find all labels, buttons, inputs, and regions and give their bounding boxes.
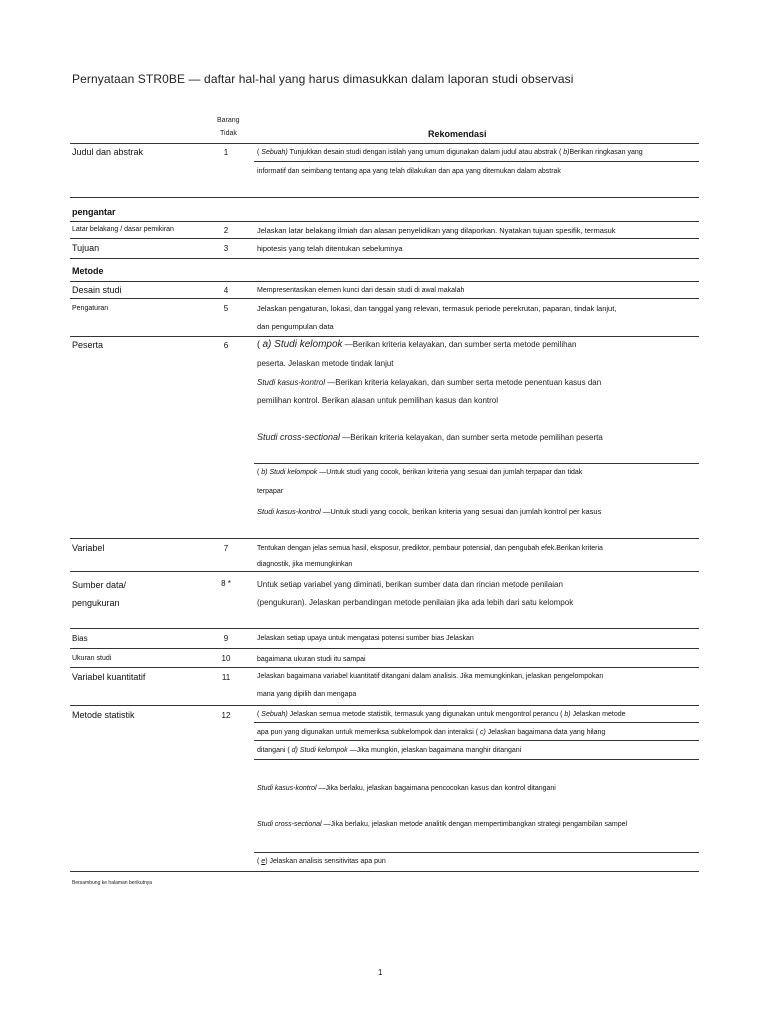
num-5: 5 (223, 304, 229, 313)
pengantar-rule (70, 197, 699, 198)
rec-12-line-6: ( e) Jelaskan analisis sensitivitas apa pun (257, 858, 386, 865)
row-12-subrule-4 (254, 852, 699, 853)
rec-7-line-1: Tentukan dengan jelas semua hasil, eksposur, prediktor, pembaur potensial, dan pengubah efek.Berikan kriteria (257, 545, 603, 552)
label-metode-statistik: Metode statistik (72, 710, 135, 720)
rec-8-line-2: (pengukuran). Jelaskan perbandingan metode penilaian jika ada lebih dari satu kelompok (257, 598, 574, 607)
rec-8-line-1: Untuk setiap variabel yang diminati, berikan sumber data dan rincian metode penilaian (257, 580, 563, 589)
row-1-subrule (254, 161, 699, 162)
num-2: 2 (223, 226, 229, 235)
num-11: 11 (221, 673, 231, 682)
rec-1-line-2: informatif dan seimbang tentang apa yang telah dilakukan dan apa yang ditemukan dalam abstrak (257, 168, 561, 175)
rec-11-line-2: mana yang dipilih dan mengapa (257, 691, 357, 698)
rec-2-line-1: Jelaskan latar belakang ilmiah dan alasan penyelidikan yang dilaporkan. Nyatakan tujuan spesifik, termasuk (257, 226, 616, 235)
header-barang: Barang (217, 117, 240, 124)
rec-12-line-5: Studi cross-sectional —Jika berlaku, jelaskan metode analitik dengan mempertimbangkan strategi pengambilan sampel (257, 821, 628, 828)
row-3-rule (70, 258, 699, 259)
rec-12-line-4: Studi kasus-kontrol —Jika berlaku, jelaskan bagaimana pencocokan kasus dan kontrol ditangani (257, 785, 556, 792)
rec-6b-line-1: ( b) Studi kelompok —Untuk studi yang cocok, berikan kriteria yang sesuai dan jumlah terpapar dan tidak (257, 469, 583, 476)
rec-12-line-1: ( Sebuah) Jelaskan semua metode statistik, termasuk yang digunakan untuk mengontrol perancu ( b) Jelaskan metode (257, 711, 626, 718)
row-5-rule (70, 336, 699, 337)
rec-5-line-1: Jelaskan pengaturan, lokasi, dan tanggal yang relevan, termasuk periode perekrutan, paparan, tindak lanjut, (257, 304, 617, 313)
num-8: 8 * (221, 579, 231, 588)
rec-7-line-2: diagnostik, jika memungkinkan (257, 561, 353, 568)
section-pengantar: pengantar (72, 207, 116, 217)
label-sumber-data: Sumber data/ (72, 580, 127, 590)
label-variabel: Variabel (72, 543, 105, 553)
rec-4-line-1: Mempresentasikan elemen kunci dari desain studi di awal makalah (257, 287, 465, 294)
label-pengaturan: Pengaturan (72, 305, 109, 312)
row-11-rule (70, 705, 699, 706)
num-3: 3 (223, 244, 229, 253)
rec-6a-line-1: ( a) Studi kelompok —Berikan kriteria kelayakan, dan sumber serta metode pemilihan (257, 339, 577, 350)
row-6-subrule (254, 463, 699, 464)
rec-6a-line-2: peserta. Jelaskan metode tindak lanjut (257, 359, 394, 368)
num-4: 4 (223, 286, 229, 295)
row-8-rule (70, 628, 699, 629)
rec-3-line-1: hipotesis yang telah ditentukan sebelumnya (257, 244, 403, 253)
num-12: 12 (221, 711, 231, 720)
header-rekomendasi: Rekomendasi (428, 129, 487, 139)
label-ukuran-studi: Ukuran studi (72, 655, 112, 662)
continued-note: Bersambung ke halaman berikutnya (72, 880, 153, 886)
row-10-rule (70, 667, 699, 668)
pengantar-bottom-rule (70, 221, 699, 222)
header-tidak: Tidak (220, 130, 237, 137)
label-judul-abstrak: Judul dan abstrak (72, 147, 144, 157)
label-latar-belakang: Latar belakang / dasar pemikiran (72, 226, 174, 233)
rec-12-line-2: apa pun yang digunakan untuk memeriksa subkelompok dan interaksi ( c) Jelaskan bagaimana data yang hilang (257, 729, 606, 736)
row-9-rule (70, 648, 699, 649)
row-12-subrule-1 (254, 722, 699, 723)
document-title: Pernyataan STR0BE — daftar hal-hal yang harus dimasukkan dalam laporan studi observasi (72, 72, 574, 86)
num-1: 1 (223, 148, 229, 157)
row-12-subrule-3 (254, 759, 699, 760)
row-12-subrule-2 (254, 740, 699, 741)
rec-6a-line-3: Studi kasus-kontrol —Berikan kriteria kelayakan, dan sumber serta metode penentuan kasus dan (257, 378, 602, 387)
section-metode: Metode (72, 266, 104, 276)
rec-9-line-1: Jelaskan setiap upaya untuk mengatasi potensi sumber bias Jelaskan (257, 635, 474, 642)
num-9: 9 (223, 634, 229, 643)
metode-rule (70, 281, 699, 282)
rec-12-line-3: ditangani ( d) Studi kelompok —Jika mungkin, jelaskan bagaimana manghir ditangani (257, 747, 522, 754)
label-variabel-kuantitatif: Variabel kuantitatif (72, 672, 146, 682)
rec-6a-line-4: pemilihan kontrol. Berikan alasan untuk pemilihan kasus dan kontrol (257, 396, 499, 405)
rec-6b-line-3: Studi kasus-kontrol —Untuk studi yang cocok, berikan kriteria yang sesuai dan jumlah kontrol per kasus (257, 507, 602, 516)
rec-10-line-1: bagaimana ukuran studi itu sampai (257, 656, 366, 663)
rec-5-line-2: dan pengumpulan data (257, 322, 334, 331)
row-6-rule (70, 538, 699, 539)
num-6: 6 (223, 341, 229, 350)
label-pengukuran: pengukuran (72, 598, 120, 608)
row-4-rule (70, 298, 699, 299)
rec-11-line-1: Jelaskan bagaimana variabel kuantitatif ditangani dalam analisis. Jika memungkinkan, jelaskan pengelompokan (257, 673, 604, 680)
page-number: 1 (378, 968, 383, 977)
num-7: 7 (223, 544, 229, 553)
row-2-rule (70, 238, 699, 239)
rec-6a-line-5: Studi cross-sectional —Berikan kriteria kelayakan, dan sumber serta metode pemilihan peserta (257, 432, 603, 442)
rec-6b-line-2: terpapar (257, 488, 284, 495)
label-bias: Bias (72, 634, 88, 643)
label-desain-studi: Desain studi (72, 285, 122, 295)
row-12-rule (70, 871, 699, 872)
label-tujuan: Tujuan (72, 243, 100, 253)
row-7-rule (70, 571, 699, 572)
num-10: 10 (221, 654, 231, 663)
header-rule (70, 143, 699, 144)
rec-1-line-1: ( Sebuah) Tunjukkan desain studi dengan istilah yang umum digunakan dalam judul atau abstrak ( b)Berikan ringkasan yang (257, 149, 643, 156)
label-peserta: Peserta (72, 340, 104, 350)
